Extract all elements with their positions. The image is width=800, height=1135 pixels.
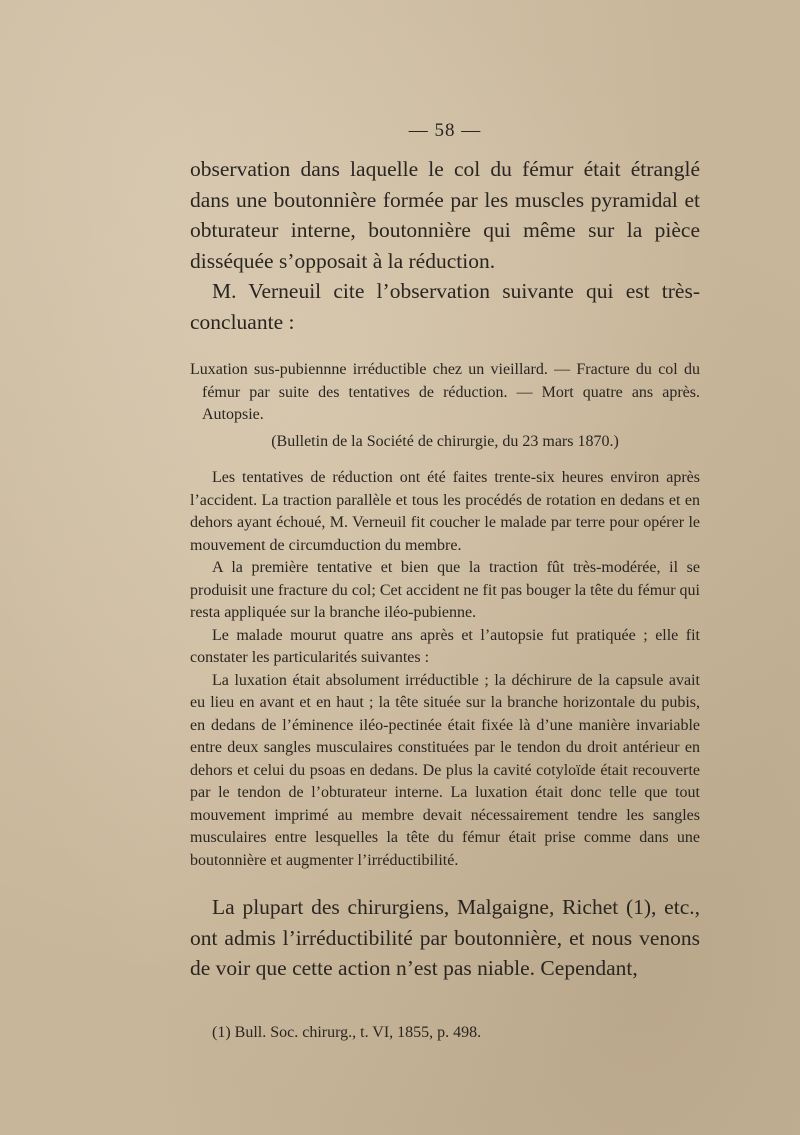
citation: (Bulletin de la Société de chirurgie, du 23 mars 1870.) [271, 432, 619, 450]
case-report [190, 359, 700, 872]
paragraph-conclusion: La plupart des chirurgiens, Malgaigne, Richet (1), etc., ont admis l’irréductibilité par boutonnière, et nous venons de voir que cette action n’est pas niable. Cependant, [190, 895, 700, 980]
page-number: — 58 — [408, 120, 482, 141]
book-page [190, 120, 700, 1044]
case-paragraph-1: Les tentatives de réduction ont été faites trente-six heures environ après l’accident. La traction parallèle et tous les procédés de rotation en dedans et en dehors ayant échoué, M. Verneuil fit coucher le malade par terre pour opérer le mouvement de circumduction du membre. [190, 469, 700, 554]
case-paragraph-2: A la première tentative et bien que la traction fût très-modérée, il se produisit une fracture du col; Cet accident ne fit pas bouger la tête du fémur qui resta appliquée sur la branche iléo-pubienne. [190, 559, 700, 621]
case-paragraph-3: Le malade mourut quatre ans après et l’autopsie fut pratiquée ; elle fit constater les particularités suivantes : [190, 626, 700, 666]
footnote: (1) Bull. Soc. chirurg., t. VI, 1855, p. 498. [212, 1023, 482, 1041]
case-title: Luxation sus-pubiennne irréductible chez un vieillard. — Fracture du col du fémur par suite des tentatives de réduction. — Mort quatre ans après. Autopsie. [190, 361, 700, 423]
main-text-top [190, 154, 700, 337]
case-paragraph-4: La luxation était absolument irréductible ; la déchirure de la capsule avait eu lieu en avant et en haut ; la tête située sur la branche horizontale du pubis, en dedans de l’éminence iléo-pectinée était fixée là d’une manière invariable entre deux sangles musculaires constituées par le tendon du droit antérieur en dehors et celui du psoas en dedans. De plus la cavité cotyloïde était recouverte par le tendon de l’obturateur interne. La luxation était donc telle que tout mouvement imprimé au membre devait nécessairement tendre les sangles musculaires entre lesquelles la tête du fémur était prise comme dans une boutonnière et augmenter l’irréductibilité. [190, 671, 700, 869]
paragraph-verneuil: M. Verneuil cite l’observation suivante qui est très-concluante : [190, 279, 700, 334]
paragraph-continuation: observation dans laquelle le col du fémur était étranglé dans une boutonnière formée par les muscles pyramidal et obturateur interne, boutonnière qui même sur la pièce disséquée s’opposait à la réduction. [190, 157, 700, 273]
main-text-bottom [190, 892, 700, 984]
